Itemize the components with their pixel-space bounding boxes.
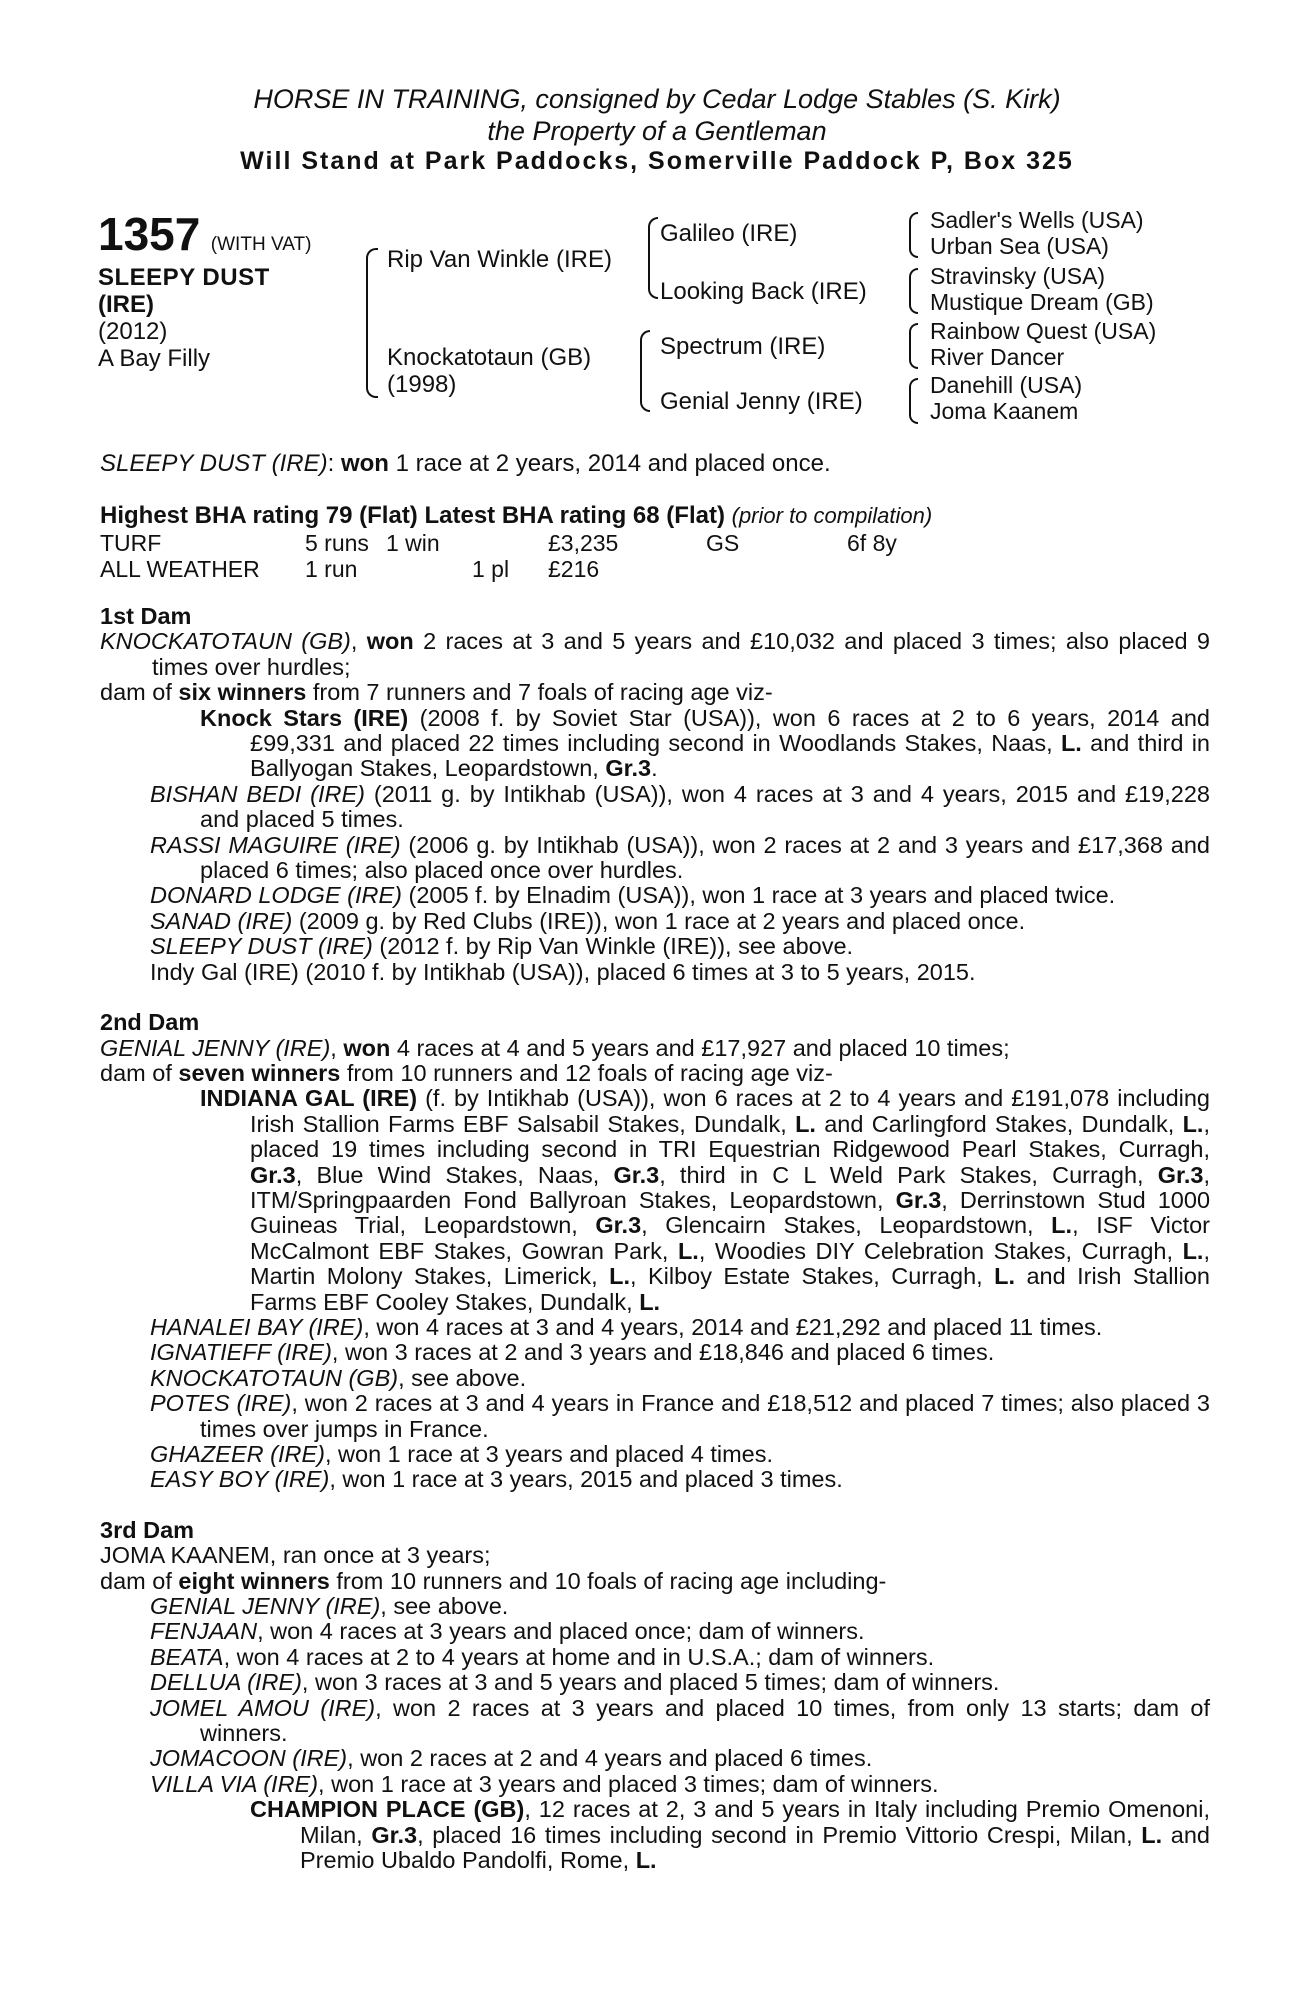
family-record xyxy=(100,604,1210,1874)
pedigree-brace-gen1 xyxy=(366,248,378,398)
pedigree-brace-sire-side xyxy=(648,217,658,299)
vat-label: (WITH VAT) xyxy=(210,234,312,255)
lot-number: 1357 xyxy=(98,208,201,260)
third-dam-intro: JOMA KAANEM, ran once at 3 years; xyxy=(100,1542,491,1569)
produce-easy-boy: EASY BOY (IRE), won 1 race at 3 years, 2015 and placed 3 times. xyxy=(150,1466,843,1493)
sire-dam: Looking Back (IRE) xyxy=(660,278,867,305)
produce-indy-gal: Indy Gal (IRE) (2010 f. by Intikhab (USA)), placed 6 times at 3 to 5 years, 2015. xyxy=(150,958,976,985)
first-dam-heading: 1st Dam xyxy=(100,603,192,629)
record-turf-runs: 5 runs xyxy=(305,530,369,556)
gen3-sds: Stravinsky (USA) xyxy=(930,263,1106,289)
header-stand: Will Stand at Park Paddocks, Somerville Paddock P, Box 325 xyxy=(240,147,1074,175)
gen3-sss: Sadler's Wells (USA) xyxy=(930,207,1144,233)
record-turf-prize: £3,235 xyxy=(548,530,619,556)
dam: Knockatotaun (GB) xyxy=(387,344,592,371)
race-summary: SLEEPY DUST (IRE): won 1 race at 2 years, 2014 and placed once. xyxy=(100,450,831,477)
record-aw-label: ALL WEATHER xyxy=(100,556,260,582)
third-dam-produce-summary: dam of eight winners from 10 runners and 10 foals of racing age including- xyxy=(100,1567,887,1594)
header-consignor: HORSE IN TRAINING, consigned by Cedar Lodge Stables (S. Kirk) xyxy=(253,84,1061,114)
pedigree-brace-dam-side xyxy=(640,330,650,412)
second-dam-intro: GENIAL JENNY (IRE), won 4 races at 4 and 5 years and £17,927 and placed 10 times; xyxy=(100,1034,1010,1061)
record-turf-going: GS xyxy=(706,530,740,556)
produce-ignatieff: IGNATIEFF (IRE), won 3 races at 2 and 3 years and £18,846 and placed 6 times. xyxy=(150,1339,995,1366)
produce-knockatotaun: KNOCKATOTAUN (GB), see above. xyxy=(150,1364,527,1391)
produce-bishan-bedi: BISHAN BEDI (IRE) (2011 g. by Intikhab (USA)), won 4 races at 3 and 4 years, 2015 and £19,228 and placed 5 times. xyxy=(150,780,1210,833)
gen3-ssd: Urban Sea (USA) xyxy=(930,233,1109,259)
gen3-sdd: Mustique Dream (GB) xyxy=(930,289,1154,315)
record-aw-placed: 1 pl xyxy=(472,556,510,582)
produce-fenjaan: FENJAAN, won 4 races at 3 years and placed once; dam of winners. xyxy=(150,1618,865,1645)
produce-ghazeer: GHAZEER (IRE), won 1 race at 3 years and placed 4 times. xyxy=(150,1441,774,1467)
produce-dellua: DELLUA (IRE), won 3 races at 3 and 5 years and placed 5 times; dam of winners. xyxy=(150,1669,1000,1696)
produce-sanad: SANAD (IRE) (2009 g. by Red Clubs (IRE)), won 1 race at 2 years and placed once. xyxy=(150,907,1026,934)
gen3-dss: Rainbow Quest (USA) xyxy=(930,318,1157,344)
horse-year: (2012) xyxy=(98,318,168,345)
horse-country: (IRE) xyxy=(98,291,154,318)
first-dam-intro: KNOCKATOTAUN (GB), won 2 races at 3 and 5 years and £10,032 and placed 3 times; also placed 9 times over hurdles; xyxy=(100,628,1210,680)
sire-sire: Galileo (IRE) xyxy=(660,220,798,247)
produce-beata: BEATA, won 4 races at 2 to 4 years at home and in U.S.A.; dam of winners. xyxy=(150,1643,935,1670)
produce-genial-jenny: GENIAL JENNY (IRE), see above. xyxy=(150,1593,509,1620)
second-dam-heading: 2nd Dam xyxy=(100,1009,200,1036)
bha-ratings: Highest BHA rating 79 (Flat) Latest BHA rating 68 (Flat) (prior to compilation) xyxy=(100,502,933,529)
horse-name: SLEEPY DUST xyxy=(98,264,270,291)
produce-donard-lodge: DONARD LODGE (IRE) (2005 f. by Elnadim (USA)), won 1 race at 3 years and placed twice. xyxy=(150,882,1116,909)
produce-rassi-maguire: RASSI MAGUIRE (IRE) (2006 g. by Intikhab (USA)), won 2 races at 2 and 3 years and £17,368 and placed 6 times; also placed once over hurdles. xyxy=(150,831,1210,884)
dam-dam: Genial Jenny (IRE) xyxy=(660,388,863,415)
gen3-dsd: River Dancer xyxy=(930,344,1065,370)
produce-sleepy-dust: SLEEPY DUST (IRE) (2012 f. by Rip Van Winkle (IRE)), see above. xyxy=(150,933,854,960)
record-turf-distance: 6f 8y xyxy=(847,530,897,556)
lot-number-block xyxy=(98,207,311,261)
produce-jomel-amou: JOMEL AMOU (IRE), won 2 races at 3 years and placed 10 times, from only 13 starts; dam of winners. xyxy=(150,1694,1211,1747)
second-dam-produce-summary: dam of seven winners from 10 runners and 12 foals of racing age viz- xyxy=(100,1059,833,1086)
produce-hanalei-bay: HANALEI BAY (IRE), won 4 races at 3 and 4 years, 2014 and £21,292 and placed 11 times. xyxy=(150,1313,1103,1340)
produce-knock-stars: Knock Stars (IRE) (2008 f. by Soviet Star (USA)), won 6 races at 2 to 6 years, 2014 and £99,331 and placed 22 times including second in Woodlands Stakes, Naas, L. and third in Ballyogan Stakes, Leopardstown, Gr.3. xyxy=(200,704,1210,782)
produce-champion-place: CHAMPION PLACE (GB), 12 races at 2, 3 and 5 years in Italy including Premio Omenoni, Milan, Gr.3, placed 16 times including second in Premio Vittorio Crespi, Milan, L. and Premio Ubaldo Pandolfi, Rome, L. xyxy=(250,1796,1210,1874)
pedigree-brace-3c xyxy=(909,323,918,369)
gen3-ddd: Joma Kaanem xyxy=(930,398,1079,424)
dam-year: (1998) xyxy=(387,371,457,398)
produce-jomacoon: JOMACOON (IRE), won 2 races at 2 and 4 years and placed 6 times. xyxy=(150,1745,873,1772)
produce-potes: POTES (IRE), won 2 races at 3 and 4 years in France and £18,512 and placed 7 times; also placed 3 times over jumps in France. xyxy=(150,1390,1210,1442)
record-aw-prize: £216 xyxy=(548,556,600,582)
record-turf-label: TURF xyxy=(100,530,162,556)
sire: Rip Van Winkle (IRE) xyxy=(387,246,612,273)
dam-sire: Spectrum (IRE) xyxy=(660,333,826,360)
header-property: the Property of a Gentleman xyxy=(487,116,827,146)
gen3-dds: Danehill (USA) xyxy=(930,372,1083,398)
pedigree-brace-3d xyxy=(909,378,918,424)
pedigree-brace-3a xyxy=(909,212,918,258)
record-aw-runs: 1 run xyxy=(305,556,358,582)
third-dam-heading: 3rd Dam xyxy=(100,1516,195,1543)
first-dam-produce-summary: dam of six winners from 7 runners and 7 foals of racing age viz- xyxy=(100,679,773,706)
produce-villa-via: VILLA VIA (IRE), won 1 race at 3 years and placed 3 times; dam of winners. xyxy=(150,1770,939,1797)
pedigree-brace-3b xyxy=(909,268,918,314)
record-turf-wins: 1 win xyxy=(386,530,440,556)
horse-description: A Bay Filly xyxy=(98,345,211,372)
produce-indiana-gal: INDIANA GAL (IRE) (f. by Intikhab (USA)), won 6 races at 2 to 4 years and £191,078 including Irish Stallion Farms EBF Salsabil Stakes, Dundalk, L. and Carlingford Stakes, Dundalk, L., placed 19 times including second in TRI Equestrian Ridgewood Pearl Stakes, Curragh, Gr.3, Blue Wind Stakes, Naas, Gr.3, third in C L Weld Park Stakes, Curragh, Gr.3, ITM/Springpaarden Fond Ballyroan Stakes, Leopardstown, Gr.3, Derrinstown Stud 1000 Guineas Trial, Leopardstown, Gr.3, Glencairn Stakes, Leopardstown, L., ISF Victor McCalmont EBF Stakes, Gowran Park, L., Woodies DIY Celebration Stakes, Curragh, L., Martin Molony Stakes, Limerick, L., Kilboy Estate Stakes, Curragh, L. and Irish Stallion Farms EBF Cooley Stakes, Dundalk, L. xyxy=(200,1085,1211,1315)
